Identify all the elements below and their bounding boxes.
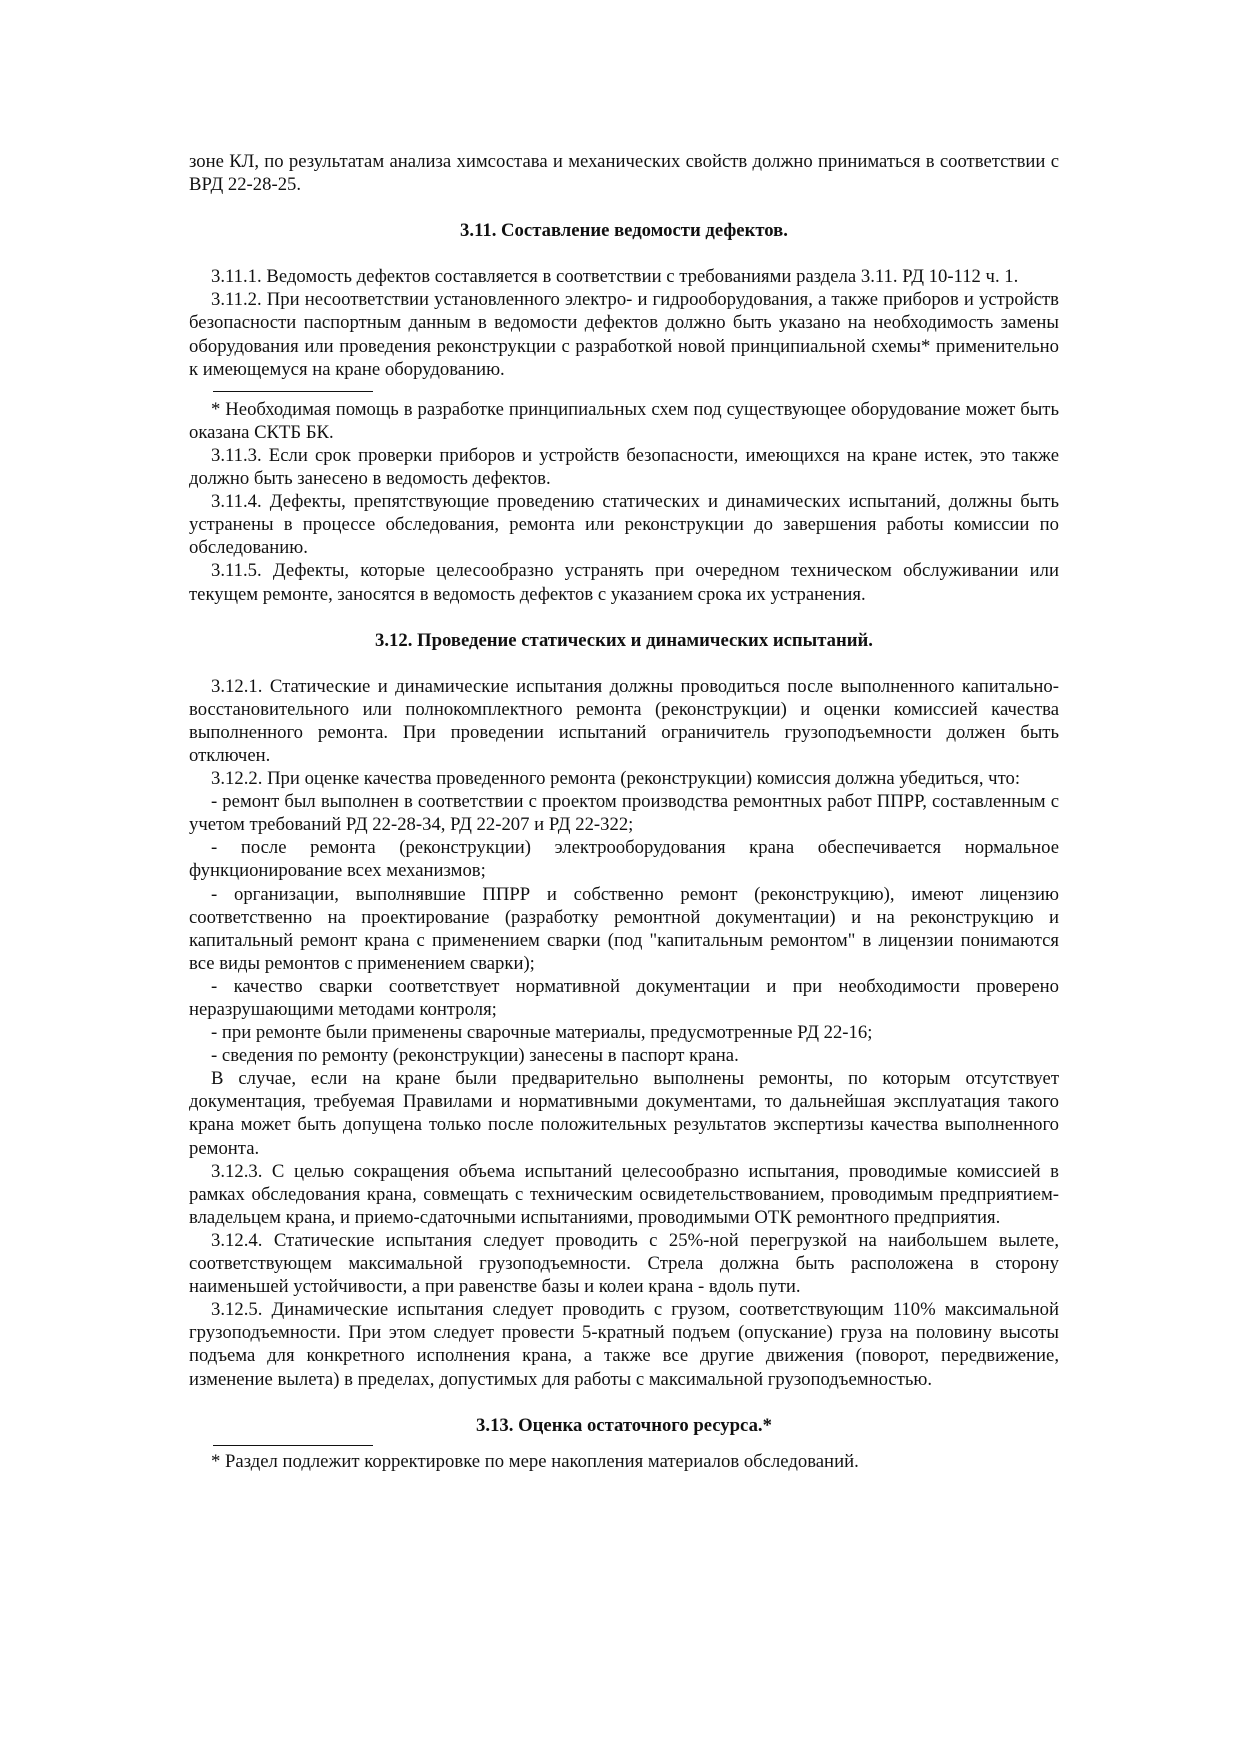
footnote-schemes: * Необходимая помощь в разработке принципиальных схем под существующее оборудование может быть оказана СКТБ БК.: [189, 398, 1059, 443]
paragraph-3-12-2: 3.12.2. При оценке качества проведенного ремонта (реконструкции) комиссия должна убедиться, что:: [211, 768, 1021, 790]
paragraph-3-12-3: 3.12.3. С целью сокращения объема испытаний целесообразно испытания, проводимые комиссией в рамках обследования крана, совмещать с техническим освидетельствованием, проводимым предприятием-владельцем крана, и приемо-сдаточными испытаниями, проводимыми ОТК ремонтного предприятия.: [189, 1160, 1059, 1228]
footnote-separator: [213, 391, 373, 392]
footnote-separator-2: [213, 1445, 373, 1446]
paragraph-3-11-3: 3.11.3. Если срок проверки приборов и устройств безопасности, имеющихся на кране истек, это также должно быть занесено в ведомость дефектов.: [189, 444, 1059, 490]
footnote-section-note: * Раздел подлежит корректировке по мере накопления материалов обследований.: [211, 1450, 859, 1472]
paragraph-continuation: зоне КЛ, по результатам анализа химсостава и механических свойств должно приниматься в соответствии с ВРД 22-28-25.: [189, 151, 1059, 196]
list-item-bullet-3: - организации, выполнявшие ППРР и собственно ремонт (реконструкцию), имеют лицензию соответственно на проектирование (разработку ремонтной документации) и на реконструкцию и капитальный ремонт крана с применением сварки (под "капитальным ремонтом" в лицензии понимаются все виды ремонтов с применением сварки);: [189, 883, 1059, 974]
section-heading-3-13: 3.13. Оценка остаточного ресурса.*: [476, 1414, 772, 1436]
paragraph-3-12-5: 3.12.5. Динамические испытания следует проводить с грузом, соответствующим 110% максимальной грузоподъемности. При этом следует провести 5-кратный подъем (опускание) груза на половину высоты подъема для конкретного исполнения крана, а также все другие движения (поворот, передвижение, изменение вылета) в пределах, допустимых для работы с максимальной грузоподъемностью.: [189, 1299, 1059, 1390]
paragraph-3-11-1: 3.11.1. Ведомость дефектов составляется в соответствии с требованиями раздела 3.11. РД 10-112 ч. 1.: [211, 266, 1019, 288]
section-heading-3-11: 3.11. Составление ведомости дефектов.: [460, 220, 788, 242]
list-item-bullet-4: - качество сварки соответствует нормативной документации и при необходимости проверено неразрушающими методами контроля;: [189, 975, 1059, 1020]
paragraph-3-11-5: 3.11.5. Дефекты, которые целесообразно устранять при очередном техническом обслуживании или текущем ремонте, заносятся в ведомость дефектов с указанием срока их устранения.: [189, 560, 1059, 605]
list-item-bullet-5: - при ремонте были применены сварочные материалы, предусмотренные РД 22-16;: [211, 1022, 873, 1044]
list-item-bullet-1: - ремонт был выполнен в соответствии с проектом производства ремонтных работ ППРР, составленным с учетом требований РД 22-28-34, РД 22-207 и РД 22-322;: [189, 791, 1059, 836]
list-item-bullet-6: - сведения по ремонту (реконструкции) занесены в паспорт крана.: [211, 1045, 739, 1067]
document-page: [189, 150, 1059, 1473]
paragraph-3-11-2: 3.11.2. При несоответствии установленного электро- и гидрооборудования, а также приборов и устройств безопасности паспортным данным в ведомости дефектов должно быть указано на необходимость замены оборудования или проведения реконструкции с разработкой новой принципиальной схемы* применительно к имеющемуся на кране оборудованию.: [189, 289, 1059, 380]
paragraph-repair-documentation: В случае, если на кране были предварительно выполнены ремонты, по которым отсутствует документация, требуемая Правилами и нормативными документами, то дальнейшая эксплуатация такого крана может быть допущена только после положительных результатов экспертизы качества выполненного ремонта.: [189, 1068, 1059, 1159]
paragraph-3-12-1: 3.12.1. Статические и динамические испытания должны проводиться после выполненного капитально-восстановительного или полнокомплектного ремонта (реконструкции) и оценки комиссией качества выполненного ремонта. При проведении испытаний ограничитель грузоподъемности должен быть отключен.: [189, 675, 1059, 766]
paragraph-3-11-4: 3.11.4. Дефекты, препятствующие проведению статических и динамических испытаний, должны быть устранены в процессе обследования, ремонта или реконструкции до завершения работы комиссии по обследованию.: [189, 491, 1059, 559]
paragraph-3-12-4: 3.12.4. Статические испытания следует проводить с 25%-ной перегрузкой на наибольшем вылете, соответствующем максимальной грузоподъемности. Стрела должна быть расположена в сторону наименьшей устойчивости, а при равенстве базы и колеи крана - вдоль пути.: [189, 1229, 1059, 1298]
section-heading-3-12: 3.12. Проведение статических и динамических испытаний.: [375, 629, 873, 651]
list-item-bullet-2: - после ремонта (реконструкции) электрооборудования крана обеспечивается нормальное функционирование всех механизмов;: [189, 837, 1059, 882]
